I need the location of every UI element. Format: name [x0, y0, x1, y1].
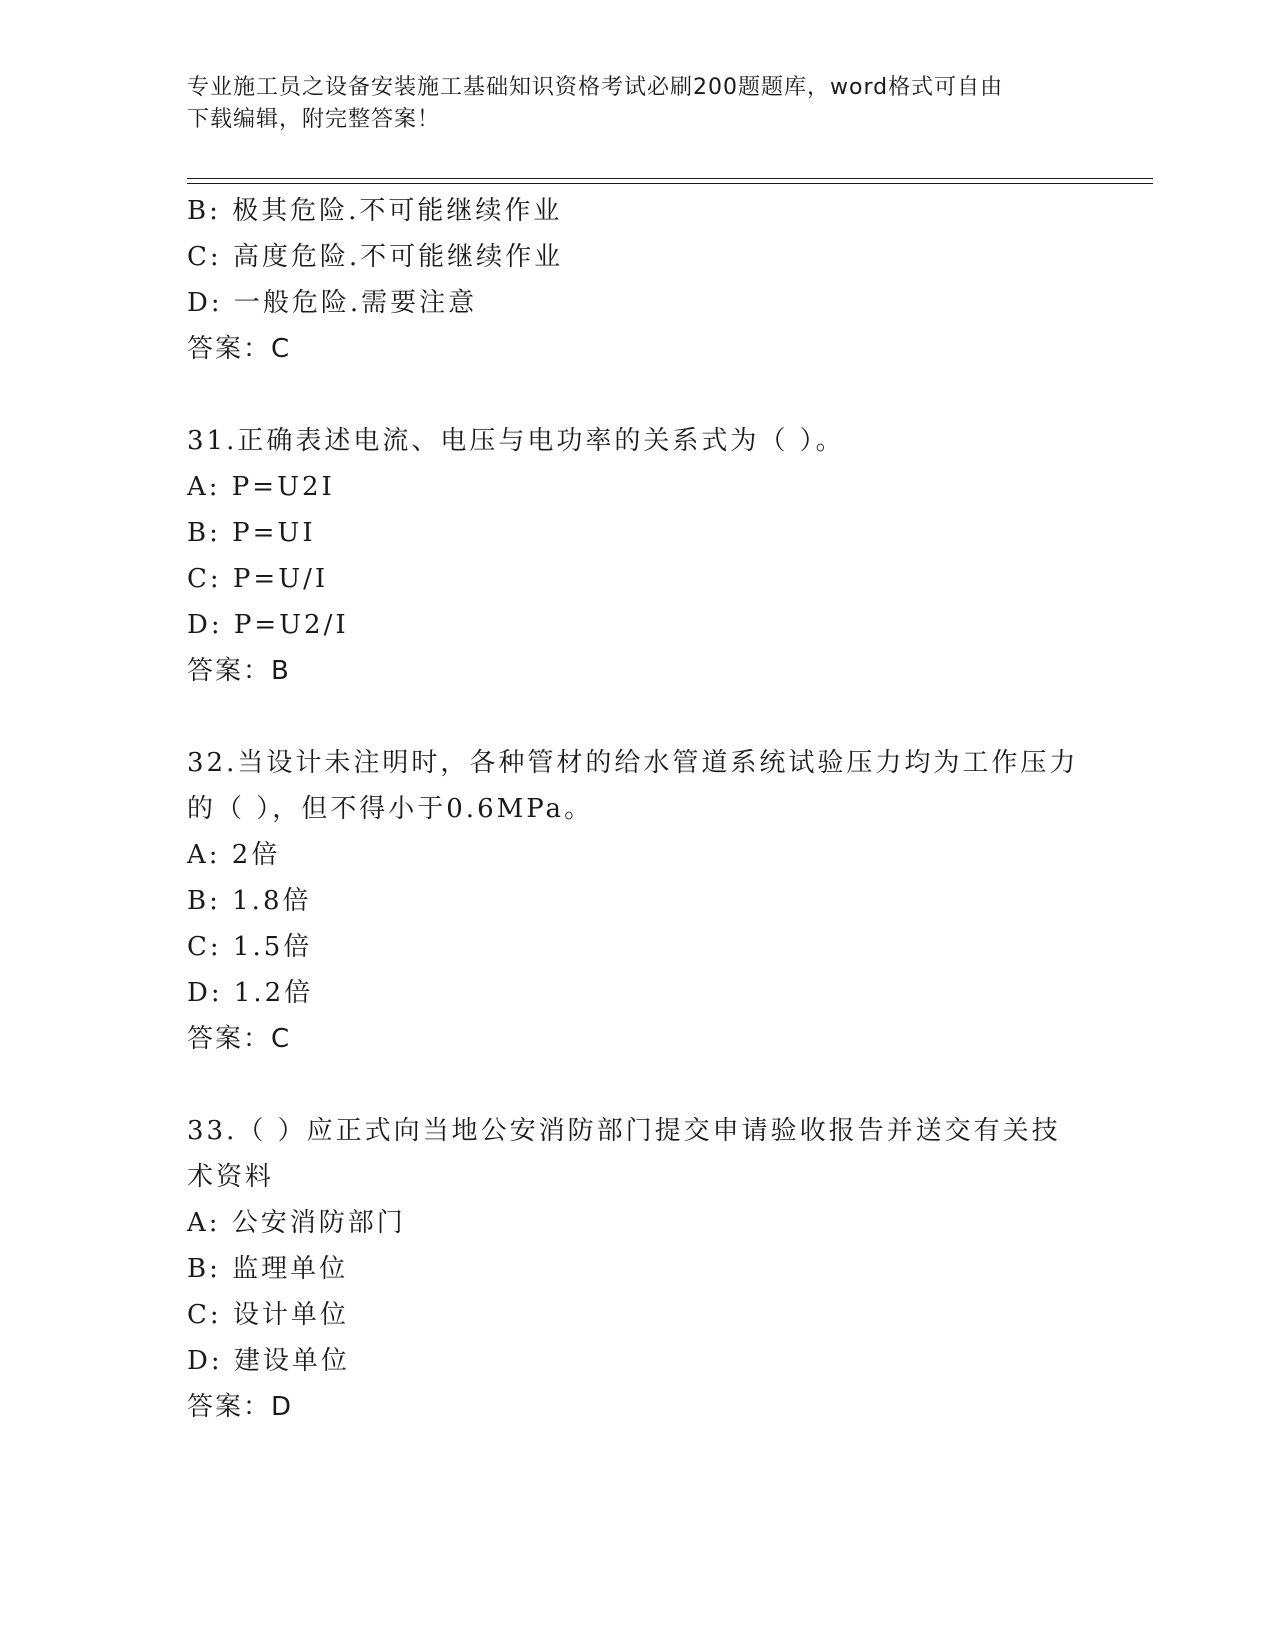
- question-33-block: [187, 1108, 1087, 1430]
- option-c: C: 高度危险.不可能继续作业: [187, 242, 564, 272]
- option-a: A: P=U2I: [187, 472, 335, 502]
- option-c: C: 1.5倍: [187, 932, 313, 962]
- option-b: B: 极其危险.不可能继续作业: [187, 196, 563, 226]
- question-31-block: [187, 418, 1087, 694]
- header-divider-top: [187, 178, 1153, 179]
- spacer: [187, 694, 1087, 740]
- answer-line: 答案：B: [187, 656, 291, 686]
- option-d: D: 一般危险.需要注意: [187, 288, 478, 318]
- spacer: [187, 372, 1087, 418]
- question-stem-continued: 术资料: [187, 1162, 275, 1192]
- option-c: C: 设计单位: [187, 1300, 349, 1330]
- option-b: B: 1.8倍: [187, 886, 312, 916]
- header-line-1: 专业施工员之设备安装施工基础知识资格考试必刷200题题库，word格式可自由: [187, 75, 1004, 100]
- question-stem-continued: 的（ ），但不得小于0.6MPa。: [187, 794, 594, 824]
- question-list: [187, 188, 1087, 1430]
- option-a: A: 公安消防部门: [187, 1208, 406, 1238]
- option-a: A: 2倍: [187, 840, 281, 870]
- question-32-block: [187, 740, 1087, 1062]
- question-stem: 33.（ ）应正式向当地公安消防部门提交申请验收报告并送交有关技: [187, 1116, 1061, 1146]
- header-divider-bottom: [187, 183, 1153, 184]
- option-c: C: P=U/I: [187, 564, 329, 594]
- spacer: [187, 1062, 1087, 1108]
- answer-line: 答案：C: [187, 1024, 292, 1054]
- header-line-2: 下载编辑，附完整答案！: [187, 107, 441, 132]
- option-d: D: P=U2/I: [187, 610, 349, 640]
- document-header: [187, 72, 1067, 136]
- answer-line: 答案：C: [187, 334, 292, 364]
- answer-line: 答案：D: [187, 1392, 294, 1422]
- question-stem: 32.当设计未注明时，各种管材的给水管道系统试验压力均为工作压力: [187, 748, 1079, 778]
- option-d: D: 1.2倍: [187, 978, 314, 1008]
- question-30-block: [187, 188, 1087, 372]
- option-b: B: P=UI: [187, 518, 316, 548]
- question-stem: 31.正确表述电流、电压与电功率的关系式为（ ）。: [187, 426, 845, 456]
- option-d: D: 建设单位: [187, 1346, 350, 1376]
- option-b: B: 监理单位: [187, 1254, 349, 1284]
